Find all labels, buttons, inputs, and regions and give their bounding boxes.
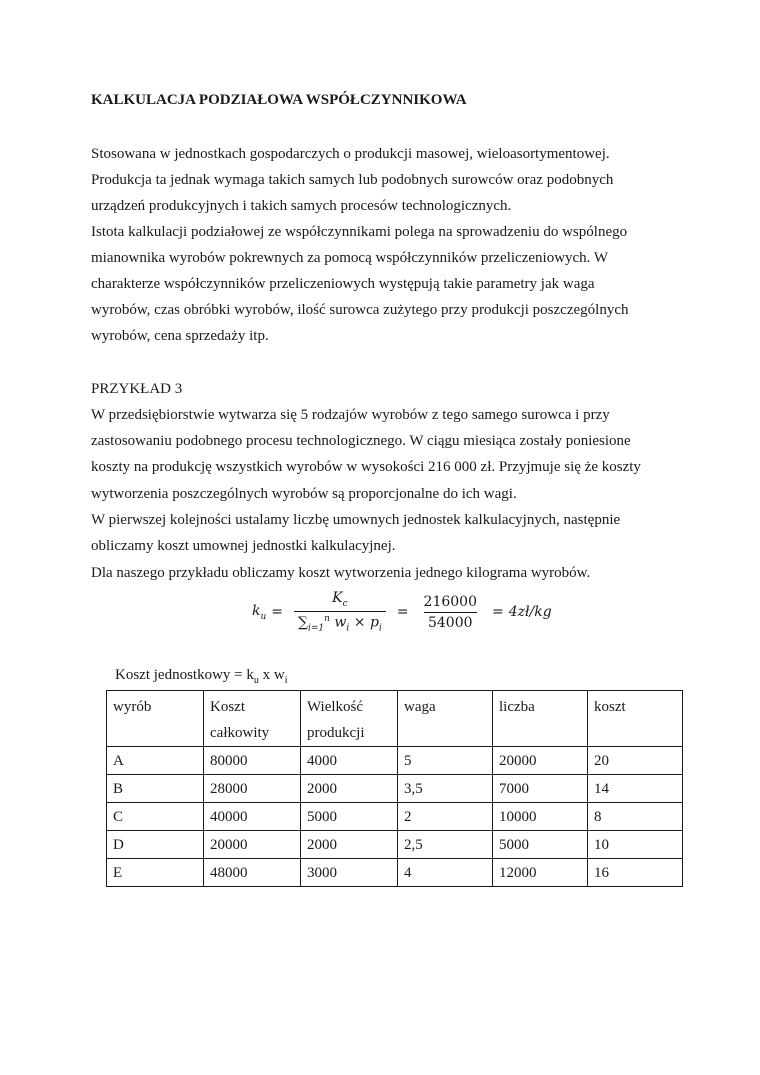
table-cell: 20 xyxy=(588,747,683,775)
equals-sign-1: = xyxy=(271,604,284,620)
times-symbol: × xyxy=(353,614,366,631)
numerator-symbol: K xyxy=(332,590,343,607)
example-line-3: koszty na produkcję wszystkich wyrobów w wysokości 216 000 zł. Przyjmuje się że koszty xyxy=(91,459,641,475)
intro-line-3: urządzeń produkcyjnych i takich samych procesów technologicznych. xyxy=(91,198,512,214)
header-cell-cost xyxy=(588,691,683,747)
header-weight-label: waga xyxy=(404,699,436,715)
header-production-line2: produkcji xyxy=(307,725,365,741)
table-cell: 8 xyxy=(588,803,683,831)
intro-line-2: Produkcja ta jednak wymaga takich samych lub podobnych surowców oraz podobnych xyxy=(91,172,614,188)
header-count-label: liczba xyxy=(499,699,535,715)
quantity-sub: i xyxy=(378,623,382,634)
weight-symbol: w xyxy=(334,614,347,631)
numerator-sub: c xyxy=(342,599,348,610)
header-cell-production-size xyxy=(301,691,398,747)
intro-line-6: charakterze współczynników przeliczeniowych występują takie parametry jak waga xyxy=(91,276,595,292)
intro-line-4: Istota kalkulacji podziałowej ze współczynnikami polega na sprowadzeniu do wspólnego xyxy=(91,224,628,240)
table-cell: C xyxy=(107,803,204,831)
weight-sub: i xyxy=(346,623,350,634)
example-title: PRZYKŁAD 3 xyxy=(91,381,183,397)
table-cell: 2 xyxy=(398,803,493,831)
table-cell: 7000 xyxy=(493,775,588,803)
table-cell: 5000 xyxy=(493,831,588,859)
table-cell: 12000 xyxy=(493,859,588,887)
table-cell: E xyxy=(107,859,204,887)
header-cell-count xyxy=(493,691,588,747)
header-total-cost-line2: całkowity xyxy=(210,725,270,741)
example-line-1: W przedsiębiorstwie wytwarza się 5 rodzajów wyrobów z tego samego surowca i przy xyxy=(91,407,610,423)
table-row xyxy=(107,747,683,775)
table-cell: 4000 xyxy=(301,747,398,775)
table-cell: 2000 xyxy=(301,831,398,859)
caption-sub-i: i xyxy=(284,675,288,686)
table-cell: 2,5 xyxy=(398,831,493,859)
table-row xyxy=(107,831,683,859)
table-cell: 28000 xyxy=(204,775,301,803)
table-cell: 16 xyxy=(588,859,683,887)
table-cell: 3000 xyxy=(301,859,398,887)
table-cell: 20000 xyxy=(493,747,588,775)
table-cell: 5 xyxy=(398,747,493,775)
numeric-numerator: 216000 xyxy=(423,593,477,610)
table-cell: D xyxy=(107,831,204,859)
table-caption xyxy=(115,667,288,686)
numeric-denominator: 54000 xyxy=(424,612,477,631)
sum-upper-limit: n xyxy=(324,614,330,625)
heading: KALKULACJA PODZIAŁOWA WSPÓŁCZYNNIKOWA xyxy=(91,92,467,108)
unit-cost-formula xyxy=(252,588,552,636)
fraction-numeric xyxy=(420,594,481,631)
example-line-7: Dla naszego przykładu obliczamy koszt wytworzenia jednego kilograma wyrobów. xyxy=(91,565,591,581)
formula-lhs xyxy=(252,603,266,622)
equals-sign-3: = xyxy=(491,604,504,620)
header-production-line1: Wielkość xyxy=(307,699,364,715)
table-cell: 4 xyxy=(398,859,493,887)
table-cell: A xyxy=(107,747,204,775)
example-line-5: W pierwszej kolejności ustalamy liczbę umownych jednostek kalkulacyjnych, następnie xyxy=(91,512,621,528)
table-cell: 14 xyxy=(588,775,683,803)
header-total-cost-line1: Koszt xyxy=(210,699,245,715)
header-cell-total-cost xyxy=(204,691,301,747)
formula-lhs-symbol: k xyxy=(252,602,261,619)
fraction-numerator xyxy=(328,590,352,611)
table-cell: 20000 xyxy=(204,831,301,859)
intro-line-8: wyrobów, cena sprzedaży itp. xyxy=(91,328,269,344)
example-line-4: wytworzenia poszczególnych wyrobów są proporcjonalne do ich wagi. xyxy=(91,486,517,502)
header-cost-label: koszt xyxy=(594,699,626,715)
formula-result: 4zł/kg xyxy=(508,604,552,620)
intro-line-7: wyrobów, czas obróbki wyrobów, ilość surowca zużytego przy produkcji poszczególnych xyxy=(91,302,629,318)
sum-symbol: ∑ xyxy=(298,614,309,631)
intro-line-1: Stosowana w jednostkach gospodarczych o produkcji masowej, wieloasortymentowej. xyxy=(91,146,610,162)
intro-line-5: mianownika wyrobów pokrewnych za pomocą współczynników przeliczeniowych. W xyxy=(91,250,609,266)
table-row xyxy=(107,803,683,831)
caption-sub-u: u xyxy=(253,675,259,686)
quantity-symbol: p xyxy=(369,614,379,631)
formula-lhs-sub: u xyxy=(260,611,267,622)
table-row xyxy=(107,775,683,803)
table-cell: 5000 xyxy=(301,803,398,831)
table-cell: 48000 xyxy=(204,859,301,887)
table-cell: 40000 xyxy=(204,803,301,831)
header-cell-weight xyxy=(398,691,493,747)
cost-table xyxy=(106,690,683,887)
equals-sign-2: = xyxy=(396,604,409,620)
example-line-6: obliczamy koszt umownej jednostki kalkulacyjnej. xyxy=(91,538,396,554)
example-line-2: zastosowaniu podobnego procesu technologicznego. W ciągu miesiąca zostały poniesione xyxy=(91,433,631,449)
table-cell: 3,5 xyxy=(398,775,493,803)
table-cell: 80000 xyxy=(204,747,301,775)
header-cell-product xyxy=(107,691,204,747)
table-cell: B xyxy=(107,775,204,803)
table-cell: 10000 xyxy=(493,803,588,831)
fraction-symbolic xyxy=(294,590,386,633)
caption-prefix: Koszt jednostkowy = k xyxy=(115,667,254,683)
table-cell: 10 xyxy=(588,831,683,859)
caption-mid: x w xyxy=(258,667,285,683)
fraction-denominator xyxy=(294,611,386,633)
sum-lower-limit: i=1 xyxy=(308,623,325,634)
header-product-label: wyrób xyxy=(113,699,152,715)
table-header-row xyxy=(107,691,683,747)
table-row xyxy=(107,859,683,887)
table-cell: 2000 xyxy=(301,775,398,803)
